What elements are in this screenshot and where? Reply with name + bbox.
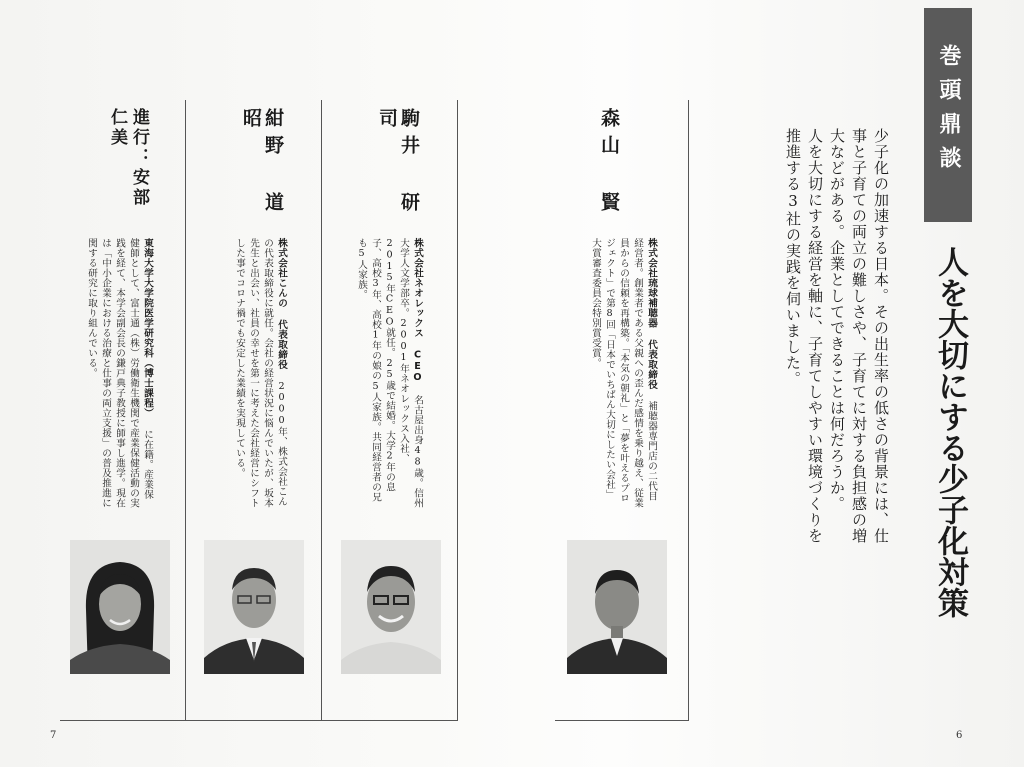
divider-line	[321, 100, 322, 720]
moderator-name: 進行：安部 仁美	[107, 108, 149, 208]
person-bio	[204, 238, 288, 508]
person-bio-title: 株式会社琉球補聴器 代表取締役	[646, 238, 657, 390]
page-number-right: 6	[956, 730, 963, 741]
headline: 人を大切にする少子化対策	[932, 246, 968, 618]
person-bio-text: 2000年、株式会社こんの代表取締役に就任。会社の経営状況に悩んでいたが、坂本先生と出会い、社員の幸せを第一に考えた会社経営にシフトした事でコロナ禍でも安定した業績を実現している。	[234, 238, 287, 508]
portrait-silhouette-icon	[70, 540, 170, 674]
person-bio	[68, 238, 154, 508]
person-photo	[567, 540, 667, 674]
person-bio-title: 株式会社こんの 代表取締役	[276, 238, 287, 370]
lead-paragraph-1: 少子化の加速する日本。その出生率の低さの背景には、仕事と子育ての両立の難しさや、子育てに対する負担感の増大などがある。企業としてできることは何だろうか。	[828, 128, 890, 544]
person-photo	[204, 540, 304, 674]
section-label-box	[924, 8, 972, 222]
page-number-left: 7	[50, 730, 57, 741]
person-bio-title: 株式会社ネオレックス CEO	[412, 238, 423, 384]
person-name: 紺野 道昭	[240, 108, 284, 219]
divider-line	[60, 720, 186, 721]
person-bio	[340, 238, 424, 508]
divider-line	[321, 720, 458, 721]
person-bio-text: 名古屋出身48歳。信州大学人文学部卒。2001年ネオレックス入社、2015年CEO就任。25歳で結婚。大学2年の息子、高校3年、高校1年の娘の5人家族。共同経営者の兄も5人家族。	[356, 238, 423, 508]
person-name: 駒井 研司	[376, 108, 420, 219]
person-name: 森山 賢	[598, 108, 620, 219]
divider-line	[457, 100, 458, 720]
divider-line	[185, 720, 322, 721]
person-bio-text: に在籍。産業保健師として、富士通（株）労働衛生機関で産業保健活動の実践を経て、本学会副会長の鎌戸典子教授に師事し進学。現在は「中小企業における治療と仕事の両立支援」の普及推進に関する研究に取り組んでいる。	[86, 238, 153, 508]
person-photo	[70, 540, 170, 674]
portrait-silhouette-icon	[204, 540, 304, 674]
portrait-silhouette-icon	[567, 540, 667, 674]
portrait-silhouette-icon	[341, 540, 441, 674]
person-bio	[568, 238, 658, 508]
section-label: 巻頭鼎談	[936, 44, 961, 180]
lead-text	[740, 128, 892, 558]
person-bio-title: 東海大学大学院医学研究科（博士課程）	[142, 238, 153, 418]
divider-line	[688, 100, 689, 720]
divider-line	[185, 100, 186, 720]
lead-paragraph-2: 人を大切にする経営を軸に、子育てしやすい環境づくりを推進する3社の実践を伺いました。	[784, 128, 824, 544]
divider-line	[555, 720, 689, 721]
person-photo	[341, 540, 441, 674]
person-bio-text: 補聴器専門店の二代目経営者。創業者である父親への歪んだ感情を乗り越え、従業員からの信頼を再構築。「本気の朝礼」と「夢を叶えるプロジェクト」で第8回「日本でいちばん大切にしたい会社」大賞審査委員会特別賞受賞。	[590, 238, 657, 508]
